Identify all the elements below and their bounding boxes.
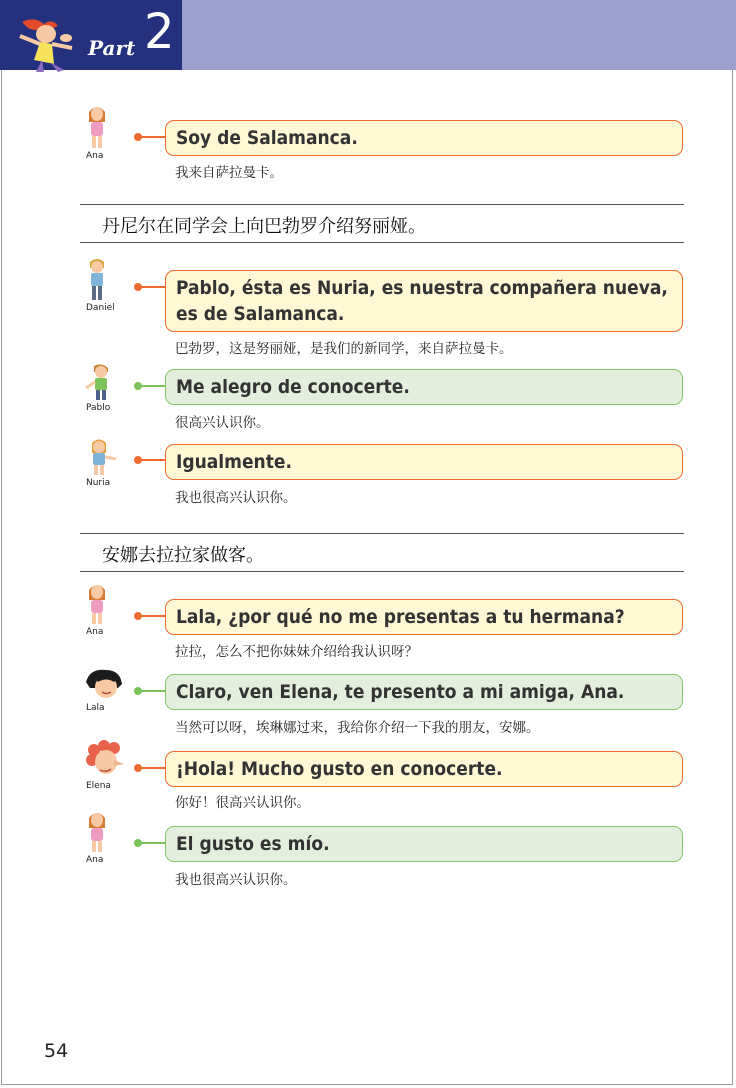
mascot-girl-illustration [14,14,84,76]
speaker-name: Lala [86,703,105,713]
daniel-figure-icon [84,256,110,302]
section-heading [80,204,684,243]
speech-bubble: ¡Hola! Mucho gusto en conocerte. [165,751,683,787]
elena-face-icon [84,740,128,780]
speech-bubble: Claro, ven Elena, te presento a mi amiga, Ana. [165,674,683,710]
ana-figure-icon [84,102,110,150]
nuria-figure-icon [84,437,118,477]
connector-line [134,136,166,138]
translation-text: 我也很高兴认识你。 [175,872,297,888]
speech-bubble: Igualmente. [165,444,683,480]
character-nuria [80,437,130,488]
ana-figure-icon [84,808,110,854]
speaker-name: Daniel [86,303,115,313]
speech-bubble: Soy de Salamanca. [165,120,683,156]
section-heading [80,533,684,572]
pablo-figure-icon [84,362,118,402]
character-ana [80,102,130,161]
character-ana [80,808,130,865]
connector-line [134,842,166,844]
translation-text: 很高兴认识你。 [175,415,270,431]
translation-text: 巴勃罗，这是努丽娅，是我们的新同学，来自萨拉曼卡。 [175,341,513,357]
ana-figure-icon [84,580,110,626]
speaker-name: Ana [86,627,104,637]
connector-line [134,286,166,288]
speech-bubble: Me alegro de conocerte. [165,369,683,405]
speaker-name: Nuria [86,478,111,488]
character-ana [80,580,130,637]
part-badge [0,0,182,70]
translation-text: 我来自萨拉曼卡。 [175,165,283,181]
speech-bubble: Pablo, ésta es Nuria, es nuestra compañera nueva, es de Salamanca. [165,270,683,332]
speaker-name: Elena [86,781,111,791]
speaker-name: Ana [86,151,104,161]
connector-line [134,615,166,617]
translation-text: 我也很高兴认识你。 [175,490,297,506]
speaker-name: Ana [86,855,104,865]
character-elena [80,740,130,791]
page-number: 54 [44,1040,69,1062]
speaker-name: Pablo [86,403,111,413]
connector-line [134,459,166,461]
section-title: 丹尼尔在同学会上向巴勃罗介绍努丽娅。 [102,216,426,237]
part-number: 2 [144,4,175,60]
character-pablo [80,362,130,413]
translation-text: 拉拉，怎么不把你妹妹介绍给我认识呀？ [175,644,418,660]
speech-bubble: El gusto es mío. [165,826,683,862]
connector-line [134,767,166,769]
character-lala [80,668,130,713]
translation-text: 你好！很高兴认识你。 [175,795,310,811]
translation-text: 当然可以呀，埃琳娜过来，我给你介绍一下我的朋友，安娜。 [175,720,540,736]
connector-line [134,385,166,387]
part-label: Part [88,36,136,60]
speech-bubble: Lala, ¿por qué no me presentas a tu hermana? [165,599,683,635]
section-title: 安娜去拉拉家做客。 [102,545,264,566]
character-daniel [80,256,130,313]
lala-face-icon [84,668,126,702]
connector-line [134,690,166,692]
